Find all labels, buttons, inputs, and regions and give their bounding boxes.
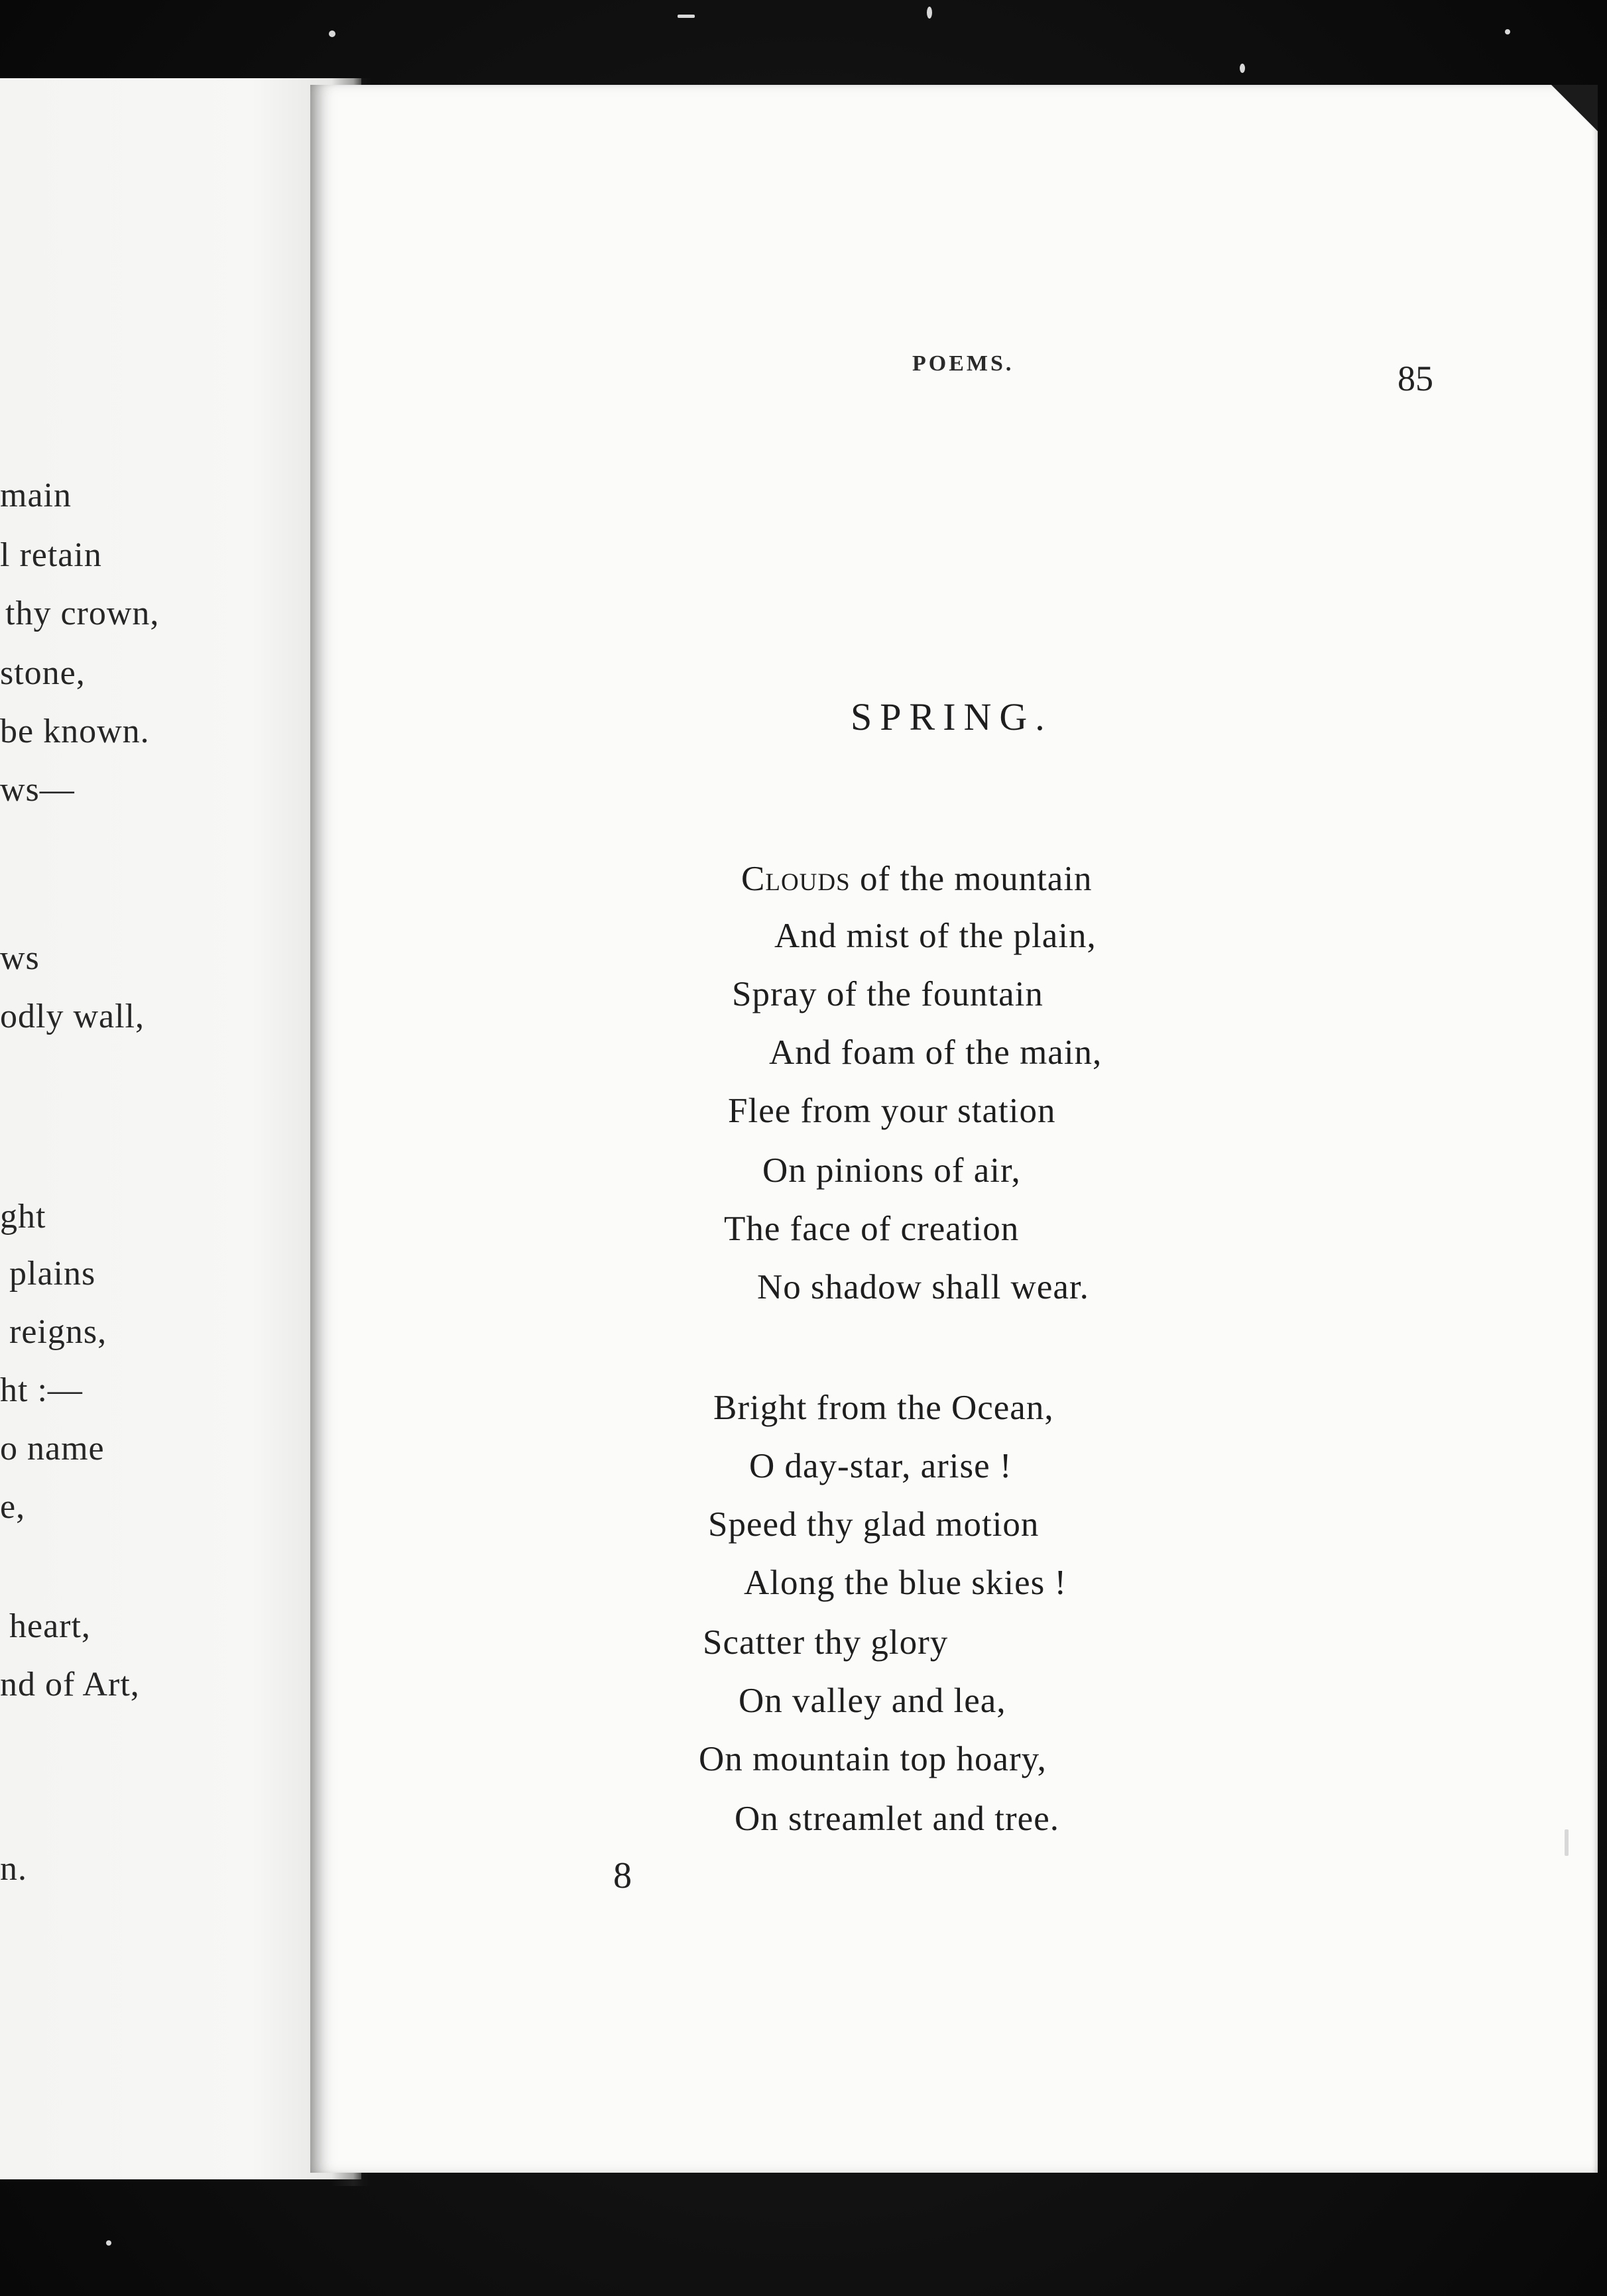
left-page-line: e, [0, 1488, 26, 1526]
verse-line: Speed thy glad motion [708, 1505, 1040, 1544]
left-page-line: thy crown, [5, 595, 160, 632]
left-page-line: reigns, [9, 1313, 107, 1351]
dust-speck [927, 7, 932, 19]
verse-line: On mountain top hoary, [699, 1740, 1047, 1778]
dust-speck [106, 2240, 111, 2246]
dust-speck [329, 30, 335, 37]
verse-line: O day-star, arise ! [749, 1447, 1012, 1485]
verse-line: Along the blue skies ! [744, 1564, 1067, 1602]
verse-line: No shadow shall wear. [757, 1268, 1089, 1306]
dust-speck [678, 15, 695, 18]
left-page-line: stone, [0, 654, 86, 692]
verse-line: And foam of the main, [769, 1033, 1102, 1072]
left-page-line: be known. [0, 713, 150, 750]
verse-line: Spray of the fountain [732, 975, 1043, 1013]
dust-speck [1565, 1829, 1569, 1856]
left-page-line: odly wall, [0, 998, 145, 1035]
left-page-line: ws— [0, 771, 75, 809]
page-corner-fold [1551, 85, 1598, 131]
verse-line: Scatter thy glory [703, 1623, 949, 1662]
left-page-line: main [0, 477, 72, 514]
verse-line-text: of the mountain [850, 860, 1093, 898]
poem-title: SPRING. [851, 695, 1053, 738]
left-page-line: l retain [0, 536, 102, 574]
left-page-line: plains [9, 1255, 96, 1292]
verse-line: Bright from the Ocean, [713, 1389, 1054, 1427]
left-page [0, 78, 361, 2179]
left-page-line: ght [0, 1198, 46, 1235]
left-page-line: heart, [9, 1607, 91, 1645]
left-page-line: ht :— [0, 1371, 83, 1409]
verse-initial-word: Clouds [741, 860, 851, 898]
verse-line [741, 859, 1093, 899]
verse-line: On pinions of air, [762, 1151, 1021, 1190]
running-head: POEMS. [912, 351, 1014, 376]
verse-line: On valley and lea, [739, 1682, 1006, 1720]
signature-mark: 8 [613, 1855, 632, 1896]
dust-speck [1505, 29, 1510, 34]
page-number: 85 [1398, 359, 1433, 398]
right-page [310, 85, 1598, 2173]
verse-line: And mist of the plain, [774, 917, 1097, 955]
left-page-line: o name [0, 1430, 105, 1467]
left-page-line: nd of Art, [0, 1666, 140, 1703]
verse-line: The face of creation [724, 1210, 1020, 1248]
verse-line: On streamlet and tree. [735, 1800, 1059, 1838]
left-page-line: ws [0, 939, 40, 977]
left-page-line: n. [0, 1850, 27, 1888]
verse-line: Flee from your station [728, 1092, 1056, 1130]
dust-speck [1240, 64, 1245, 73]
